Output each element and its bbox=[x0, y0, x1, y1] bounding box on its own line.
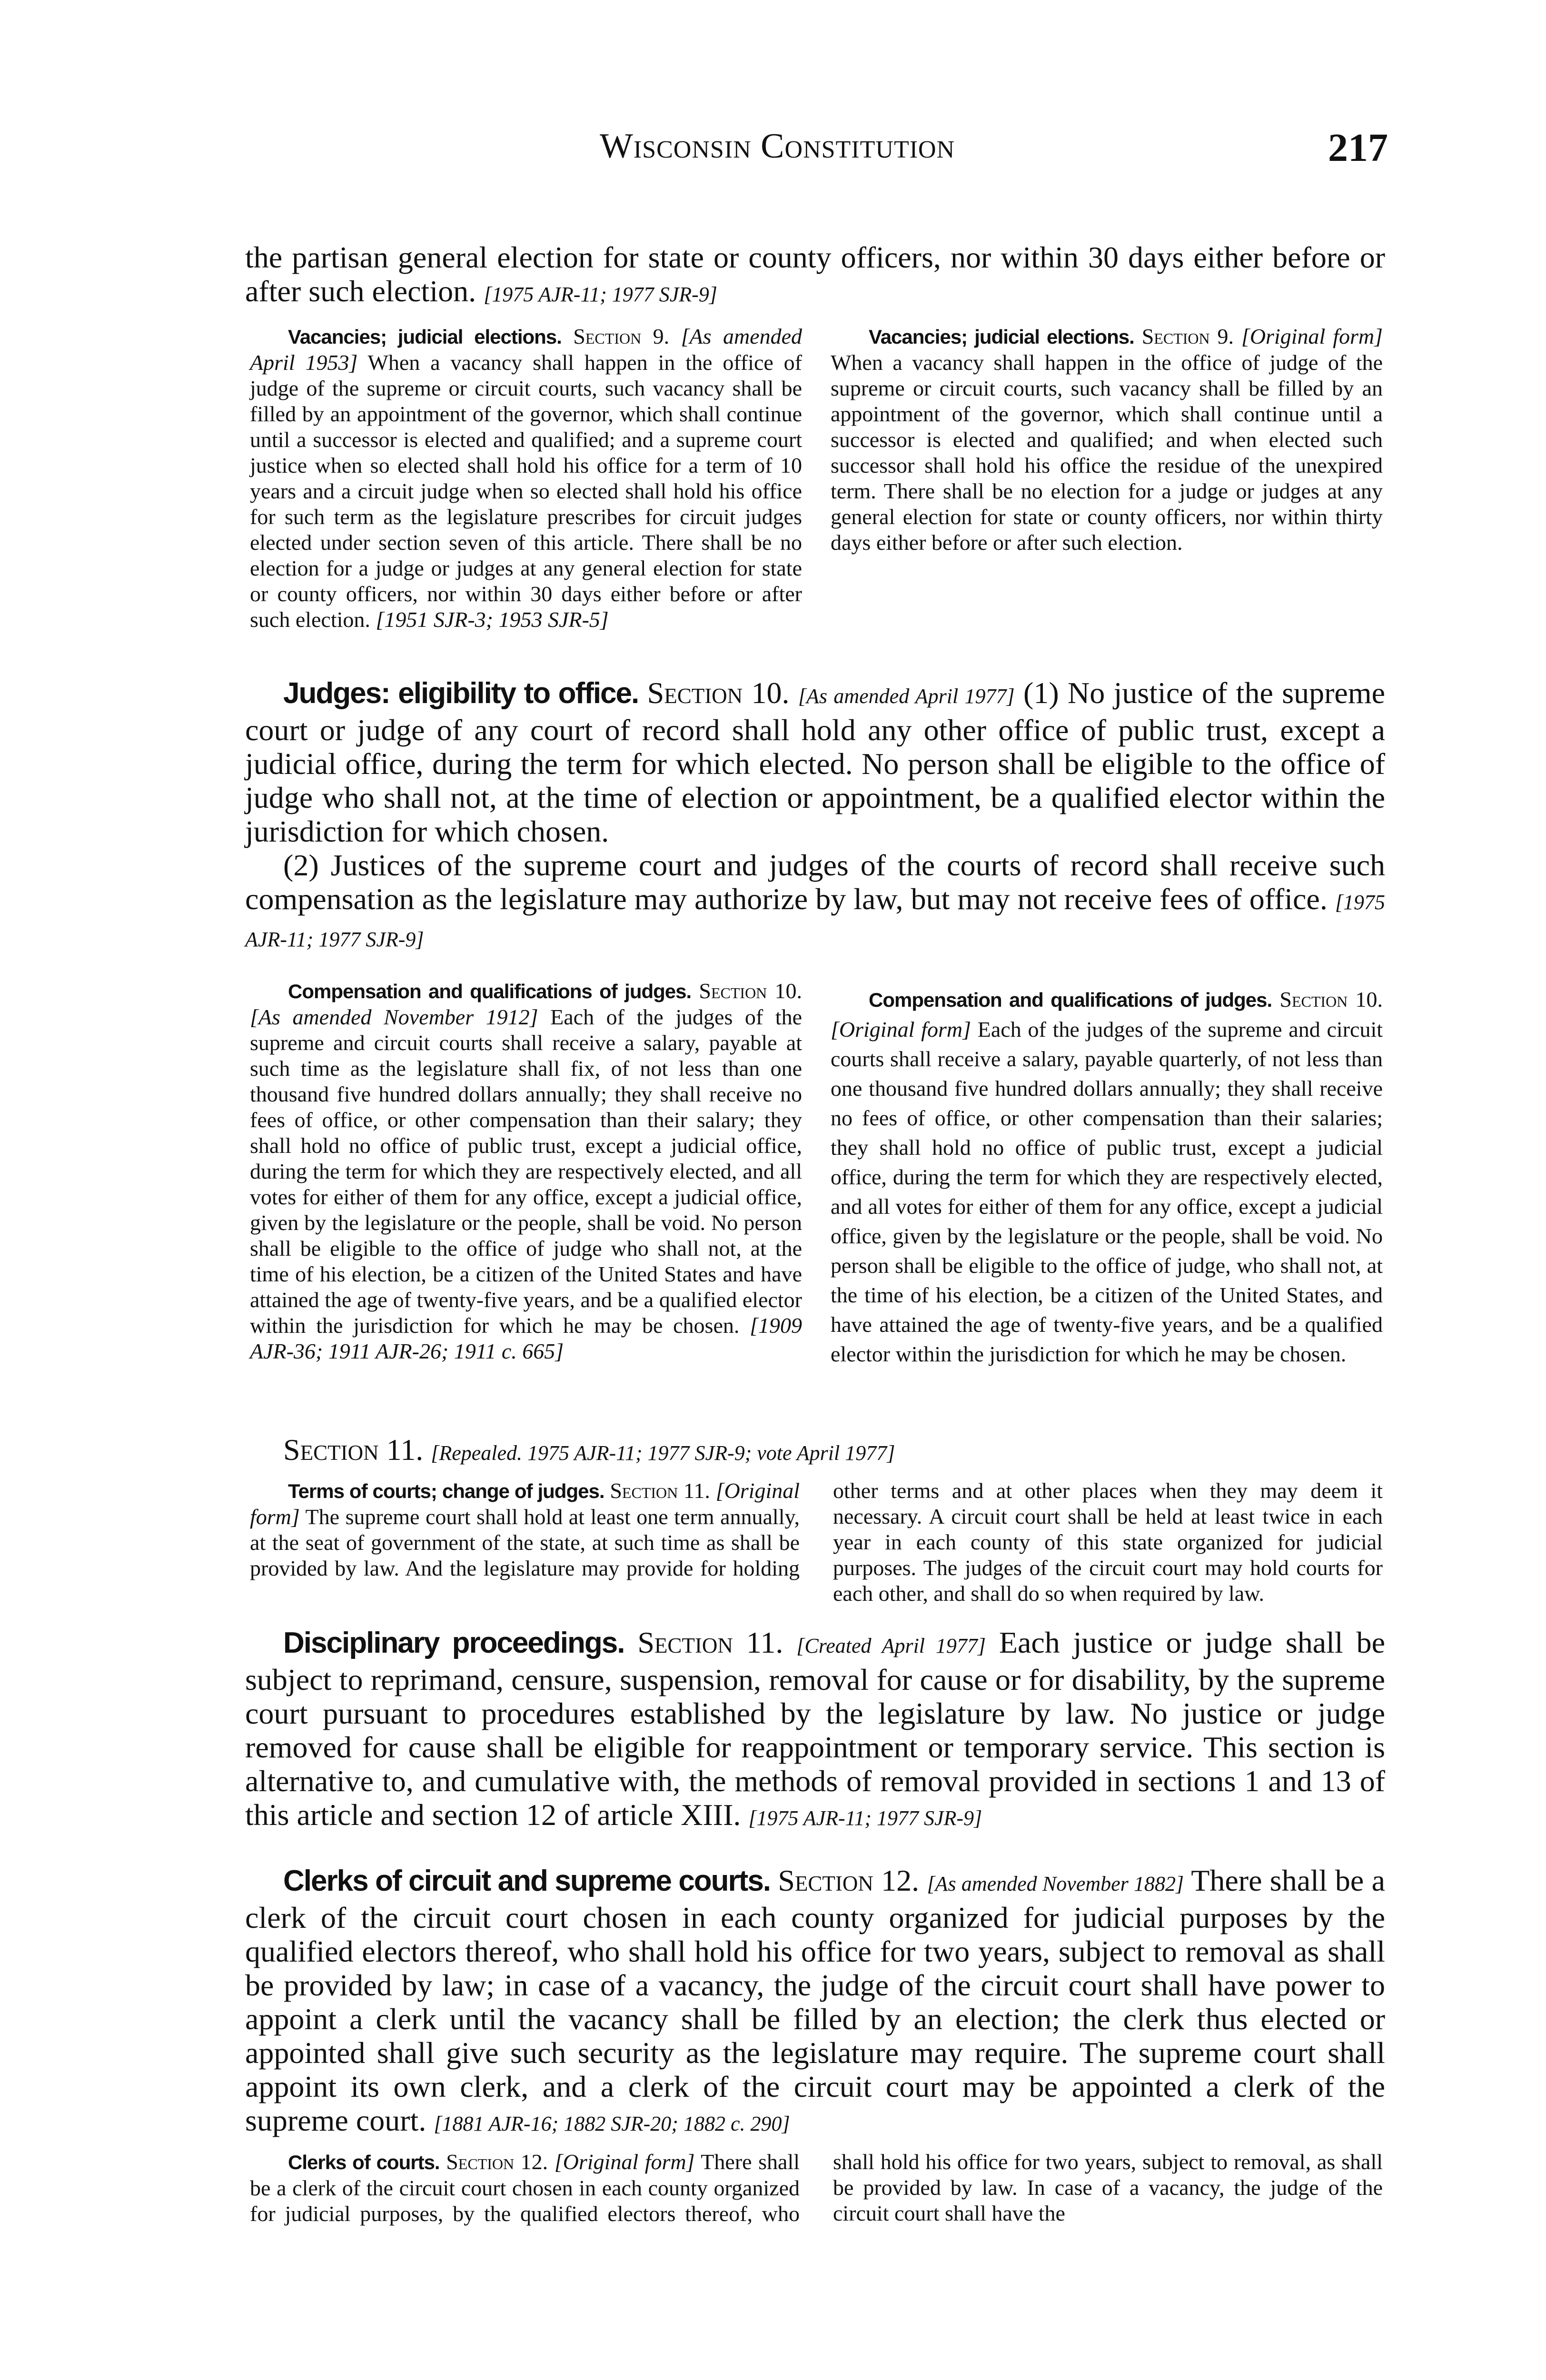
s11d-cite: [1975 AJR-11; 1977 SJR-9] bbox=[748, 1806, 982, 1830]
s10-para1: (1) No justice of the supreme court or judge of any court of record shall hold any other office of public trust, except a judicial office, during the term for which elected. No person shall be eligible to the office of judge who shall not, at the time of election or appointment, be a qualified elector within the jurisdiction for which chosen. bbox=[245, 676, 1386, 848]
s9a-section: Section 9. bbox=[573, 324, 670, 348]
s12-text: There shall be a clerk of the circuit court chosen in each county organized for judicial purposes by the qualified electors thereof, who shall hold his office for two years, subject to removal as shall be provided by law; in case of a vacancy, the judge of the circuit court shall have power to appoint a clerk until the vacancy shall be filled by an election; the clerk thus elected or appointed shall give such security as the legislature may require. The supreme court shall appoint its own clerk, and a clerk of the circuit court may be appointed a clerk of the supreme court. bbox=[245, 1864, 1386, 2137]
section-10-original bbox=[831, 985, 1383, 1369]
s10a-heading: Compensation and qualifications of judges. bbox=[288, 980, 692, 1002]
s11o-section: Section 11. bbox=[610, 1478, 710, 1503]
s10a-text: Each of the judges of the supreme and circuit courts shall receive a salary, payable at such time as the legislature shall fix, of not less than one thousand five hundred dollars annually; they shall receive no fees of office, or other compensation than their salary; they shall hold no office of public trust, except a judicial office, during the term for which they are respectively elected, and all votes for either of them for any office, except a judicial office, given by the legislature or the people, shall be void. No person shall be eligible to the office of judge who shall not, at the time of his election, be a citizen of the United States and have attained the age of twenty-five years, and be a qualified elector within the jurisdiction for which he may be chosen. bbox=[250, 1005, 803, 1338]
s10-cite: [1975 AJR-11; 1977 SJR-9] bbox=[245, 891, 1385, 951]
section-11-disciplinary bbox=[245, 1626, 1385, 1835]
section-10-amended-1912 bbox=[250, 978, 802, 1364]
s12o-section: Section 12. bbox=[446, 2150, 548, 2174]
s9o-heading: Vacancies; judicial elections. bbox=[869, 326, 1134, 348]
s10-note: [As amended April 1977] bbox=[798, 684, 1015, 708]
s12o-body bbox=[250, 2149, 1383, 2227]
s9a-note: [As amended April 1953] bbox=[250, 324, 802, 375]
s12-cite: [1881 AJR-16; 1882 SJR-20; 1882 c. 290] bbox=[434, 2112, 790, 2135]
s10-para2: (2) Justices of the supreme court and judges of the courts of record shall receive such compensation as the legislature may authorize by law, but may not receive fees of office. bbox=[245, 848, 1385, 916]
s10o-text: Each of the judges of the supreme and circuit courts shall receive a salary, payable quarterly, of not less than one thousand five hundred dollars annually; they shall receive no fees of office, or other compensation than their salaries; they shall hold no office of public trust, except a judicial office, during the term for which they are respectively elected, and all votes for either of them for any office, except a judicial office, given by the legislature or the people, shall be void. No person shall be eligible to the office of judge, who shall not, at the time of his election, be a citizen of the United States, and have attained the age of twenty-five years, and be a qualified elector within the jurisdiction for which he may be chosen. bbox=[831, 1017, 1383, 1366]
s12-section: Section 12. bbox=[778, 1864, 920, 1897]
s11r-section: Section 11. bbox=[283, 1433, 424, 1467]
section-12 bbox=[245, 1864, 1385, 2141]
s11o-heading: Terms of courts; change of judges. bbox=[288, 1480, 605, 1502]
s11d-text: Each justice or judge shall be subject to reprimand, censure, suspension, removal for cause or for disability, by the supreme court pursuant to procedures established by the legislature by law. No justice or judge removed for cause shall be eligible for reappointment or temporary service. This section is alternative to, and cumulative with, the methods of removal provided in sections 1 and 13 of this article and section 12 of article XIII. bbox=[245, 1626, 1385, 1832]
s9o-section: Section 9. bbox=[1141, 324, 1234, 348]
section-10 bbox=[245, 676, 1385, 956]
s10o-heading: Compensation and qualifications of judges. bbox=[869, 989, 1272, 1011]
s12-heading: Clerks of circuit and supreme courts. bbox=[283, 1864, 771, 1897]
s11d-section: Section 11. bbox=[637, 1626, 783, 1659]
s10-section: Section 10. bbox=[647, 676, 790, 710]
section-9-original bbox=[831, 324, 1383, 555]
s9a-heading: Vacancies; judicial elections. bbox=[288, 326, 562, 348]
s11d-heading: Disciplinary proceedings. bbox=[283, 1626, 624, 1659]
s9o-text: When a vacancy shall happen in the office of judge of the supreme or circuit courts, such vacancy shall be filled by an appointment of the governor, which shall continue until a successor is elected and qualified; and when elected such successor shall hold his office the residue of the unexpired term. There shall be no election for a judge or judges at any general election for state or county officers, nor within thirty days either before or after such election. bbox=[831, 350, 1383, 555]
section-9-amended-1953 bbox=[250, 324, 802, 633]
s9a-text: When a vacancy shall happen in the office of judge of the supreme or circuit courts, such vacancy shall be filled by an appointment of the governor, which shall continue until a successor is elected and qualified; and a supreme court justice when so elected shall hold his office for a term of 10 years and a circuit judge when so elected shall hold his office for such term as the legislature prescribes for circuit judges elected under section seven of this article. There shall be no election for a judge or judges at any general election for state or county officers, nor within 30 days either before or after such election. bbox=[250, 350, 803, 632]
s10-heading: Judges: eligibility to office. bbox=[283, 677, 639, 710]
page-number: 217 bbox=[1328, 126, 1388, 170]
s10a-section: Section 10. bbox=[699, 979, 802, 1003]
s9o-note: [Original form] bbox=[1241, 324, 1383, 348]
continuation-text: the partisan general election for state or county officers, nor within 30 days either before or after such election. bbox=[245, 240, 1385, 308]
s12o-note: [Original form] bbox=[554, 2150, 695, 2174]
s10a-note: [As amended November 1912] bbox=[250, 1005, 538, 1029]
s9a-cite: [1951 SJR-3; 1953 SJR-5] bbox=[376, 607, 609, 632]
s12-note: [As amended November 1882] bbox=[927, 1872, 1184, 1895]
top-continuation bbox=[245, 240, 1385, 311]
s11o-note: [Original form] bbox=[250, 1478, 800, 1529]
s11o-body bbox=[250, 1478, 1383, 1606]
running-head: Wisconsin Constitution bbox=[600, 127, 955, 166]
s12o-text: There shall be a clerk of the circuit court chosen in each county organized for judicial purposes, by the qualified electors thereof, who shall hold his office for two years, subject to removal, as shall be provided by law. In case of a vacancy, the judge of the circuit court shall have the bbox=[250, 2150, 1383, 2226]
s11r-note: [Repealed. 1975 AJR-11; 1977 SJR-9; vote April 1977] bbox=[431, 1441, 895, 1465]
s10o-section: Section 10. bbox=[1279, 987, 1383, 1012]
s10o-note: [Original form] bbox=[831, 1017, 971, 1041]
s12o-heading: Clerks of courts. bbox=[288, 2151, 440, 2173]
continuation-cite: [1975 AJR-11; 1977 SJR-9] bbox=[484, 283, 717, 306]
s10a-cite: [1909 AJR-36; 1911 AJR-26; 1911 c. 665] bbox=[250, 1313, 802, 1363]
section-11-repealed bbox=[245, 1433, 1385, 1470]
s11d-note: [Created April 1977] bbox=[796, 1634, 986, 1657]
s11o-text: The supreme court shall hold at least one term annually, at the seat of government of the state, at such time as shall be provided by law. And the legislature may provide for holding other terms and at other places when they may deem it necessary. A circuit court shall be held at least twice in each year in each county of this state organized for judicial purposes. The judges of the circuit court may hold courts for each other, and shall do so when required by law. bbox=[250, 1478, 1383, 1606]
